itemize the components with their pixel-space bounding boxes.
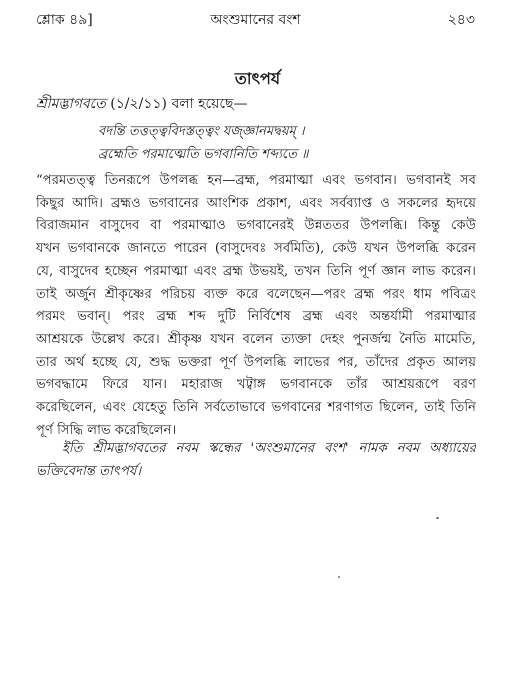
paragraph-line: পূর্ণ সিদ্ধি লাভ করেছিলেন। (36, 422, 177, 438)
section-title: তাৎপর্য (234, 69, 281, 88)
chapter-title: অংশুমানের বংশ (210, 12, 301, 28)
paragraph-line: বিরাজমান বাসুদেব বা পরমাত্মাও ভগবানেরই উন্নততর উপলব্ধি। কিন্তু কেউ (36, 218, 476, 234)
purport-paragraph (36, 170, 476, 442)
chapter-closing (36, 438, 476, 483)
running-head (36, 8, 475, 32)
intro-said: বলা হয়েছে— (171, 96, 248, 112)
print-speck (338, 576, 340, 578)
paragraph-line: পরমং ভবান্। পরং ব্রহ্ম শব্দ দুটি নির্বিশেষ ব্রহ্ম এবং অন্তর্যামী পরমাত্মার (36, 309, 476, 325)
intro-reference: (১/২/১১) (110, 96, 167, 112)
closing-line-1: ইতি শ্রীমদ্ভাগবতের নবম স্কন্ধের 'অংশুমানের বংশ' নামক নবম অধ্যায়ের (62, 441, 476, 456)
paragraph-line: করেছিলেন, এবং যেহেতু তিনি সর্বতোভাবে ভগবানের শরণাগত ছিলেন, তাই তিনি (36, 400, 476, 416)
paragraph-line: যখন ভগবানকে জানতে পারেন (বাসুদেবঃ সর্বমিতি), কেউ যখন উপলব্ধি করেন (36, 241, 476, 257)
paragraph-line: “পরমতত্ত্ব তিনরূপে উপলব্ধ হন—ব্রহ্ম, পরমাত্মা এবং ভগবান। ভগবানই সব (36, 173, 476, 188)
verse-line-1: বদন্তি তত্তত্ত্ববিদস্তত্ত্বং যজ্জ্ঞানমদ্বয়ম্ । (98, 124, 305, 139)
paragraph-line: ভগবদ্ধামে ফিরে যান। মহারাজ খট্বাঙ্গ ভগবানকে তাঁর আশ্রয়রূপে বরণ (36, 377, 476, 393)
paragraph-line: তার অর্থ হচ্ছে যে, শুদ্ধ ভক্তরা পূর্ণ উপলব্ধি লাভের পর, তাঁদের প্রকৃত আলয় (36, 354, 476, 370)
paragraph-line: আশ্রয়কে উল্লেখ করে। শ্রীকৃষ্ণ যখন বলেন ত্যক্তা দেহং পুনর্জন্ম নৈতি মামেতি, (36, 331, 476, 347)
intro-line (36, 92, 248, 116)
paragraph-line: তাই অর্জুন শ্রীকৃষ্ণের পরিচয় ব্যক্ত করে বলেছেন—পরং ব্রহ্ম পরং ধাম পবিত্রং (36, 286, 476, 302)
page-number: ২৪৩ (447, 12, 475, 28)
print-speck (436, 517, 439, 519)
paragraph-line: যে, বাসুদেব হচ্ছেন পরমাত্মা এবং ব্রহ্ম উভয়ই, তখন তিনি পূর্ণ জ্ঞান লাভ করেন। (36, 263, 476, 279)
closing-line-2: ভক্তিবেদান্ত তাৎপর্য। (36, 463, 142, 479)
paragraph-line: কিছুর আদি। ব্রহ্মও ভগবানের আংশিক প্রকাশ, এবং সর্বব্যাপ্ত ও সকলের হৃদয়ে (36, 195, 476, 211)
verse-reference: শ্লোক ৪৯] (36, 12, 93, 28)
verse-line-2: ব্রহ্মেতি পরমাত্মেতি ভগবানিতি শব্দ্যতে ॥ (98, 147, 309, 162)
intro-source: শ্রীমদ্ভাগবতে (36, 96, 106, 112)
